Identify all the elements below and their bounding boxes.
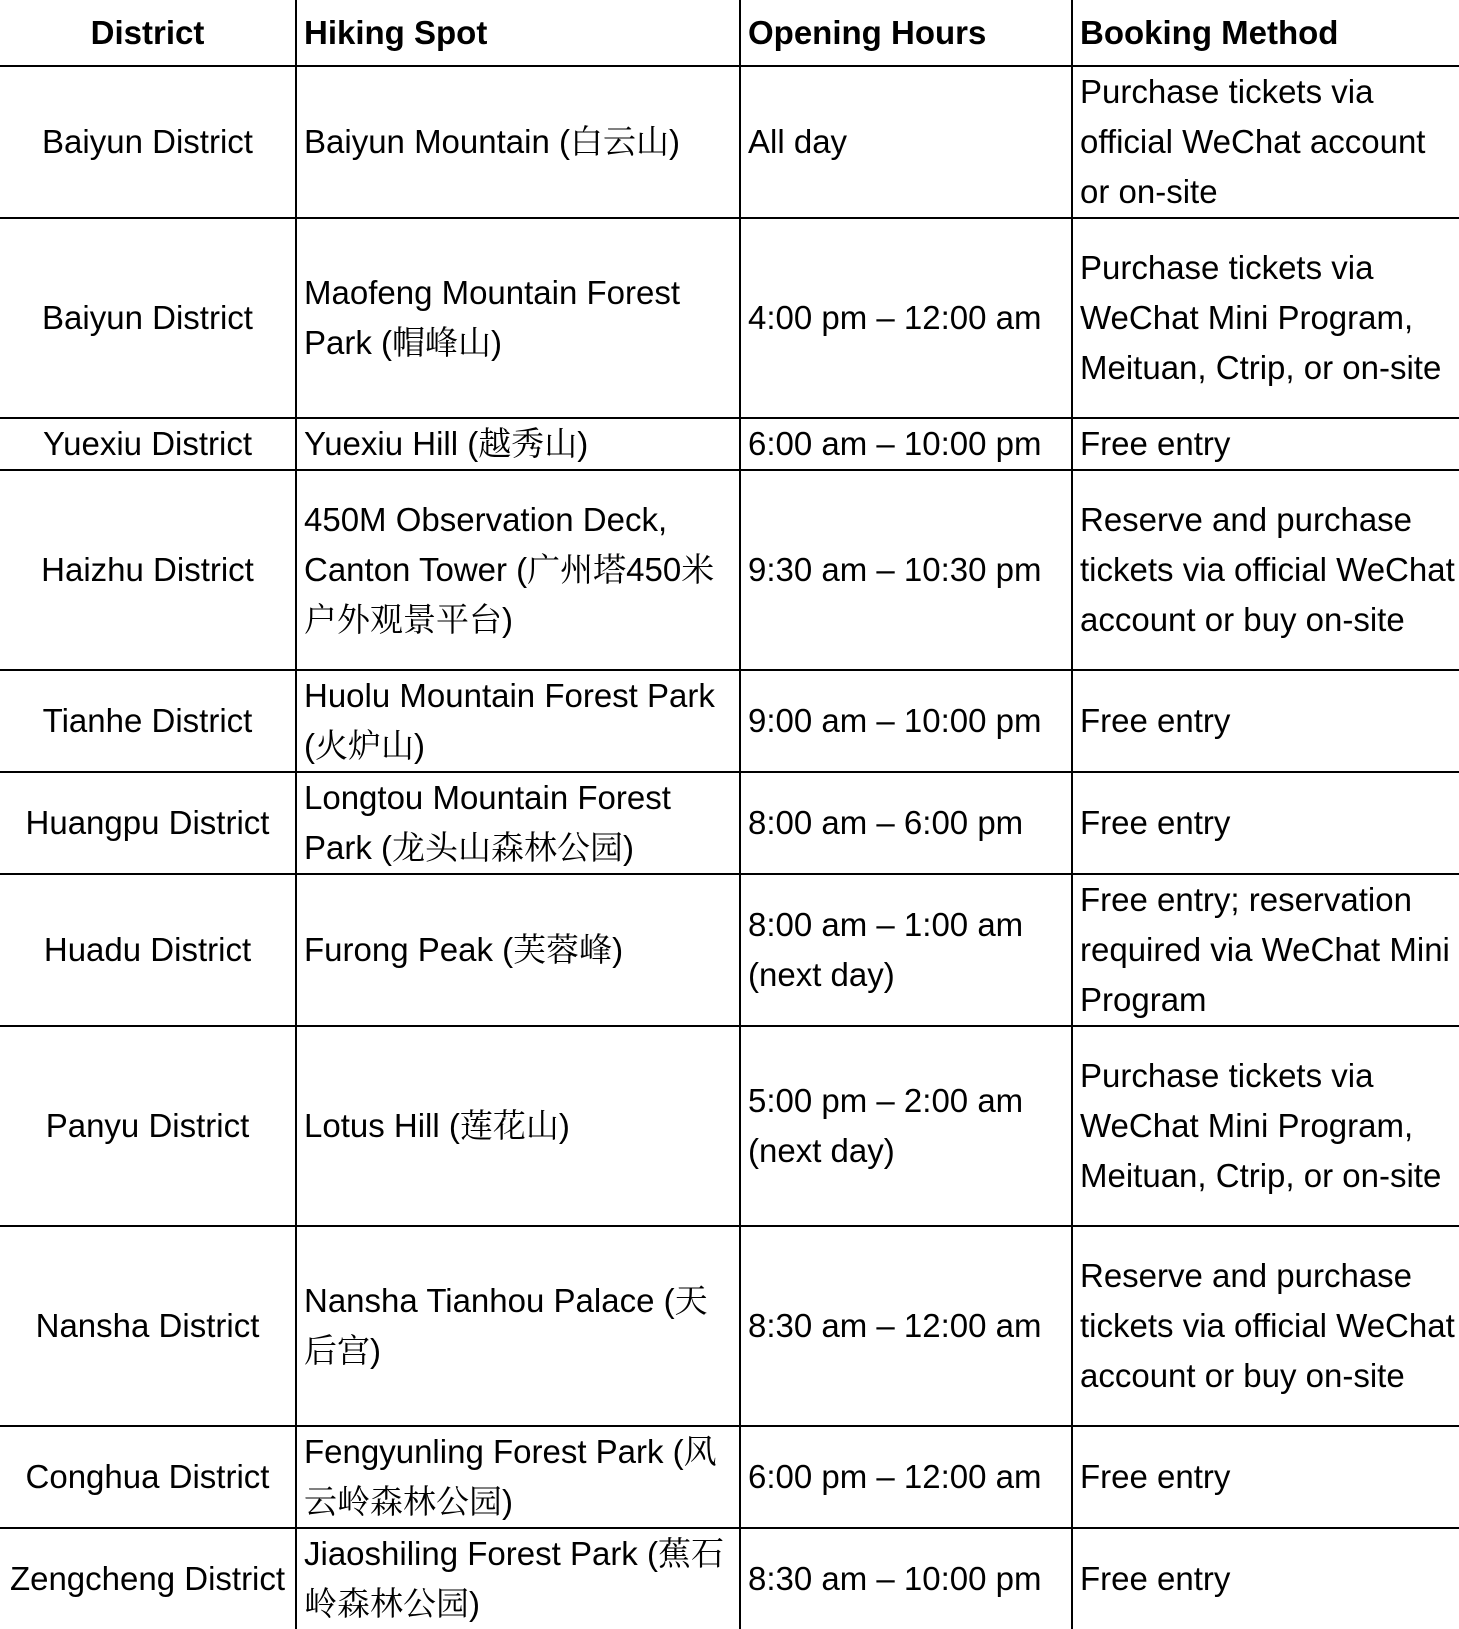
district-cell[interactable]: Conghua District <box>0 1426 296 1528</box>
hiking-spot-cell[interactable]: Longtou Mountain Forest Park (龙头山森林公园) <box>296 772 740 874</box>
header-row <box>0 0 1459 66</box>
table-row <box>0 1226 1459 1426</box>
opening-hours-cell[interactable]: 6:00 am – 10:00 pm <box>740 418 1072 470</box>
table-row <box>0 66 1459 218</box>
district-cell[interactable]: Nansha District <box>0 1226 296 1426</box>
table-row <box>0 1528 1459 1629</box>
hiking-spot-cell[interactable]: Nansha Tianhou Palace (天后宫) <box>296 1226 740 1426</box>
booking-method-cell[interactable]: Reserve and purchase tickets via official WeChat account or buy on-site <box>1072 470 1459 670</box>
opening-hours-cell[interactable]: 6:00 pm – 12:00 am <box>740 1426 1072 1528</box>
opening-hours-cell[interactable]: 4:00 pm – 12:00 am <box>740 218 1072 418</box>
district-cell[interactable]: Huangpu District <box>0 772 296 874</box>
table-row <box>0 670 1459 772</box>
district-cell[interactable]: Baiyun District <box>0 218 296 418</box>
hiking-spot-cell[interactable]: Maofeng Mountain Forest Park (帽峰山) <box>296 218 740 418</box>
hiking-spot-cell[interactable]: Fengyunling Forest Park (风云岭森林公园) <box>296 1426 740 1528</box>
hiking-spot-cell[interactable]: Yuexiu Hill (越秀山) <box>296 418 740 470</box>
hiking-spot-cell[interactable]: Baiyun Mountain (白云山) <box>296 66 740 218</box>
table-row <box>0 772 1459 874</box>
district-cell[interactable]: Yuexiu District <box>0 418 296 470</box>
hiking-spot-cell[interactable]: Jiaoshiling Forest Park (蕉石岭森林公园) <box>296 1528 740 1629</box>
opening-hours-cell[interactable]: 9:00 am – 10:00 pm <box>740 670 1072 772</box>
booking-method-cell[interactable]: Free entry <box>1072 1426 1459 1528</box>
table-row <box>0 1426 1459 1528</box>
district-cell[interactable]: Haizhu District <box>0 470 296 670</box>
hiking-spot-cell[interactable]: Lotus Hill (莲花山) <box>296 1026 740 1226</box>
booking-method-cell[interactable]: Purchase tickets via official WeChat account or on-site <box>1072 66 1459 218</box>
booking-method-cell[interactable]: Free entry <box>1072 670 1459 772</box>
header-hiking-spot[interactable]: Hiking Spot <box>296 0 740 66</box>
hiking-spot-cell[interactable]: Furong Peak (芙蓉峰) <box>296 874 740 1026</box>
district-cell[interactable]: Baiyun District <box>0 66 296 218</box>
opening-hours-cell[interactable]: 9:30 am – 10:30 pm <box>740 470 1072 670</box>
district-cell[interactable]: Zengcheng District <box>0 1528 296 1629</box>
booking-method-cell[interactable]: Reserve and purchase tickets via official WeChat account or buy on-site <box>1072 1226 1459 1426</box>
header-district[interactable]: District <box>0 0 296 66</box>
hiking-spot-cell[interactable]: 450M Observation Deck, Canton Tower (广州塔450米户外观景平台) <box>296 470 740 670</box>
opening-hours-cell[interactable]: 8:30 am – 12:00 am <box>740 1226 1072 1426</box>
table-row <box>0 218 1459 418</box>
header-opening-hours[interactable]: Opening Hours <box>740 0 1072 66</box>
booking-method-cell[interactable]: Free entry <box>1072 772 1459 874</box>
district-cell[interactable]: Panyu District <box>0 1026 296 1226</box>
district-cell[interactable]: Huadu District <box>0 874 296 1026</box>
table-row <box>0 418 1459 470</box>
booking-method-cell[interactable]: Free entry; reservation required via WeChat Mini Program <box>1072 874 1459 1026</box>
hiking-spot-cell[interactable]: Huolu Mountain Forest Park (火炉山) <box>296 670 740 772</box>
booking-method-cell[interactable]: Free entry <box>1080 1560 1231 1597</box>
table-row <box>0 874 1459 1026</box>
booking-method-cell[interactable]: Purchase tickets via WeChat Mini Program, Meituan, Ctrip, or on-site <box>1072 218 1459 418</box>
booking-method-cell[interactable]: Purchase tickets via WeChat Mini Program, Meituan, Ctrip, or on-site <box>1072 1026 1459 1226</box>
opening-hours-cell[interactable]: 8:00 am – 6:00 pm <box>740 772 1072 874</box>
booking-method-cell[interactable]: Free entry <box>1072 418 1459 470</box>
opening-hours-cell[interactable]: 5:00 pm – 2:00 am (next day) <box>740 1026 1072 1226</box>
opening-hours-cell[interactable]: 8:00 am – 1:00 am (next day) <box>740 874 1072 1026</box>
header-booking-method[interactable]: Booking Method <box>1072 0 1459 66</box>
opening-hours-cell[interactable]: 8:30 am – 10:00 pm <box>740 1528 1072 1629</box>
table-row <box>0 1026 1459 1226</box>
table-row <box>0 470 1459 670</box>
district-cell[interactable]: Tianhe District <box>0 670 296 772</box>
opening-hours-cell[interactable]: All day <box>740 66 1072 218</box>
